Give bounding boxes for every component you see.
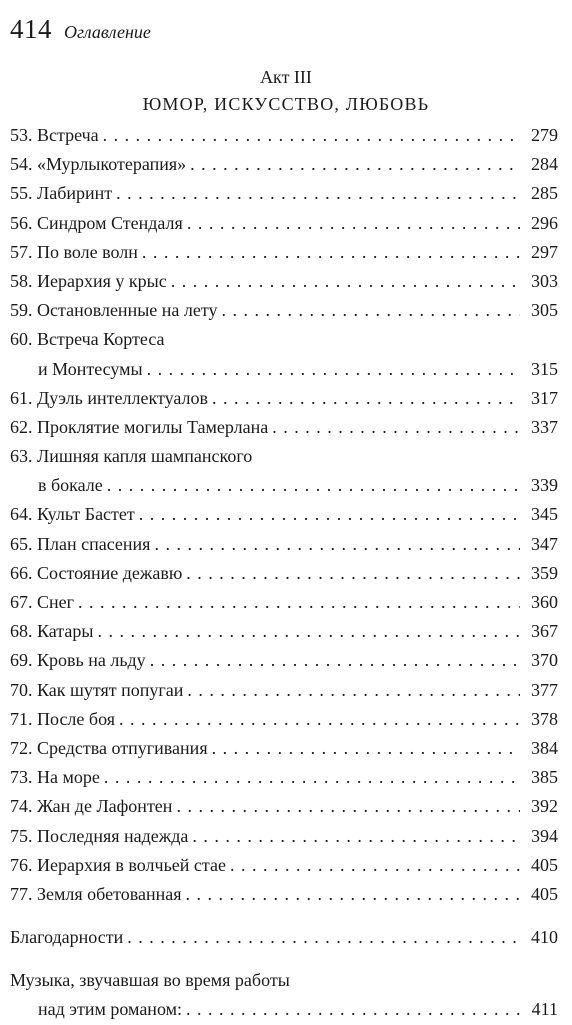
entry-page-number: 411 xyxy=(531,999,558,1020)
dot-leader xyxy=(212,384,520,413)
dot-leader xyxy=(150,646,520,675)
entry-page-number: 394 xyxy=(531,825,558,846)
entry-title: 69. Кровь на льду xyxy=(10,650,146,671)
toc-line xyxy=(10,500,558,529)
toc-entry xyxy=(10,617,558,646)
dot-leader xyxy=(116,179,520,208)
toc-line xyxy=(10,966,558,995)
toc-entry xyxy=(10,734,558,763)
toc-line xyxy=(10,267,558,296)
entry-page-number: 284 xyxy=(531,154,558,175)
toc-entry xyxy=(10,296,558,325)
entry-page-number: 339 xyxy=(531,475,558,496)
entry-page-number: 317 xyxy=(531,387,558,408)
entry-title: 63. Лишняя капля шампанского xyxy=(10,446,253,467)
entry-page-number: 337 xyxy=(531,416,558,437)
act-heading xyxy=(0,64,572,118)
entry-title: 74. Жан де Лафонтен xyxy=(10,796,173,817)
dot-leader xyxy=(147,355,520,384)
toc-line xyxy=(10,923,558,952)
entry-page-number: 345 xyxy=(531,504,558,525)
entry-page-number: 405 xyxy=(531,854,558,875)
entry-page-number: 367 xyxy=(531,621,558,642)
dot-leader xyxy=(119,705,520,734)
dot-leader xyxy=(104,763,520,792)
dot-leader xyxy=(212,734,520,763)
toc-entry xyxy=(10,500,558,529)
section-gap xyxy=(10,952,558,966)
entry-page-number: 315 xyxy=(531,358,558,379)
toc-entry xyxy=(10,763,558,792)
dot-leader xyxy=(127,923,520,952)
toc-line xyxy=(10,617,558,646)
entry-title: 60. Встреча Кортеса xyxy=(10,329,165,350)
entry-page-number: 370 xyxy=(531,650,558,671)
toc-line xyxy=(10,530,558,559)
toc-line xyxy=(10,763,558,792)
toc-line xyxy=(10,179,558,208)
entry-title: 54. «Мурлыкотерапия» xyxy=(10,154,187,175)
toc-entry xyxy=(10,588,558,617)
dot-leader xyxy=(186,995,520,1024)
toc-line xyxy=(10,676,558,705)
entry-title: 62. Проклятие могилы Тамерлана xyxy=(10,416,269,437)
entry-page-number: 360 xyxy=(531,592,558,612)
table-of-contents xyxy=(10,121,558,1025)
running-head: Оглавление xyxy=(64,22,151,42)
act-label: Акт III xyxy=(260,67,312,87)
dot-leader xyxy=(171,267,520,296)
entry-title: 70. Как шутят попугаи xyxy=(10,679,184,700)
toc-entry xyxy=(10,880,558,909)
entry-title: 76. Иерархия в волчьей стае xyxy=(10,854,226,875)
dot-leader xyxy=(187,209,520,238)
dot-leader xyxy=(222,296,520,325)
entry-title: 59. Остановленные на лету xyxy=(10,300,218,321)
toc-line xyxy=(10,296,558,325)
entry-title-continuation: и Монтесумы xyxy=(38,358,143,379)
entry-title: 65. План спасения xyxy=(10,533,151,554)
entry-title: 71. После боя xyxy=(10,708,116,729)
entry-title: 64. Культ Бастет xyxy=(10,504,135,525)
entry-page-number: 405 xyxy=(531,883,558,904)
toc-entry xyxy=(10,384,558,413)
entry-title: 56. Синдром Стендаля xyxy=(10,212,183,233)
dot-leader xyxy=(190,150,520,179)
entry-title: 66. Состояние дежавю xyxy=(10,562,183,583)
dot-leader xyxy=(97,617,520,646)
entry-page-number: 385 xyxy=(531,767,558,788)
toc-entry xyxy=(10,442,558,500)
dot-leader xyxy=(154,530,520,559)
toc-entry xyxy=(10,705,558,734)
toc-line xyxy=(10,384,558,413)
toc-entry xyxy=(10,851,558,880)
toc-line xyxy=(10,734,558,763)
entry-title: 58. Иерархия у крыс xyxy=(10,270,167,291)
dot-leader xyxy=(103,121,520,150)
entry-title: 68. Катары xyxy=(10,621,94,642)
toc-entry xyxy=(10,676,558,705)
entry-title: 75. Последняя надежда xyxy=(10,825,189,846)
toc-entry xyxy=(10,530,558,559)
toc-entry xyxy=(10,413,558,442)
toc-line xyxy=(10,238,558,267)
entry-page-number: 297 xyxy=(531,241,558,262)
entry-page-number: 378 xyxy=(531,708,558,729)
entry-title: 72. Средства отпугивания xyxy=(10,737,208,758)
entry-page-number: 303 xyxy=(531,270,558,291)
page-header xyxy=(10,14,151,48)
dot-leader xyxy=(192,822,520,851)
toc-line xyxy=(10,442,558,471)
toc-line xyxy=(10,822,558,851)
section-gap xyxy=(10,909,558,923)
entry-title: Музыка, звучавшая во время работы xyxy=(10,970,290,991)
entry-page-number: 305 xyxy=(531,300,558,321)
toc-entry xyxy=(10,325,558,383)
entry-page-number: 296 xyxy=(531,212,558,233)
toc-entry xyxy=(10,150,558,179)
entry-page-number: 384 xyxy=(531,737,558,758)
toc-line xyxy=(10,325,558,354)
toc-line xyxy=(10,150,558,179)
toc-line xyxy=(10,209,558,238)
dot-leader xyxy=(107,471,520,500)
toc-line xyxy=(10,413,558,442)
entry-title: 73. На море xyxy=(10,767,100,788)
entry-title: 57. По воле волн xyxy=(10,241,138,262)
toc-back-matter-entry xyxy=(10,923,558,952)
dot-leader xyxy=(272,413,520,442)
toc-line xyxy=(10,851,558,880)
toc-line xyxy=(10,559,558,588)
dot-leader xyxy=(176,792,520,821)
entry-page-number: 285 xyxy=(531,183,558,204)
toc-entry xyxy=(10,267,558,296)
entry-title: 67. Снег xyxy=(10,592,75,612)
toc-line xyxy=(10,588,558,617)
toc-line xyxy=(10,705,558,734)
toc-back-matter-entry xyxy=(10,966,558,1024)
toc-entry xyxy=(10,238,558,267)
toc-line xyxy=(10,121,558,150)
entry-page-number: 279 xyxy=(531,125,558,145)
dot-leader xyxy=(230,851,520,880)
toc-line-continuation xyxy=(10,995,558,1024)
toc-entry xyxy=(10,209,558,238)
entry-title-continuation: в бокале xyxy=(38,475,103,496)
toc-line-continuation xyxy=(10,471,558,500)
entry-title-continuation: над этим романом: xyxy=(38,999,182,1020)
toc-entry xyxy=(10,121,558,150)
toc-line xyxy=(10,646,558,675)
dot-leader xyxy=(78,588,520,617)
toc-entry xyxy=(10,792,558,821)
entry-title: 55. Лабиринт xyxy=(10,183,113,204)
entry-page-number: 359 xyxy=(531,562,558,583)
entry-title: Благодарности xyxy=(10,927,124,948)
dot-leader xyxy=(186,559,520,588)
dot-leader xyxy=(185,880,520,909)
toc-entry xyxy=(10,179,558,208)
entry-title: 53. Встреча xyxy=(10,125,99,145)
entry-title: 61. Дуэль интеллектуалов xyxy=(10,387,208,408)
entry-page-number: 392 xyxy=(531,796,558,817)
dot-leader xyxy=(139,500,520,529)
toc-entry xyxy=(10,559,558,588)
entry-page-number: 347 xyxy=(531,533,558,554)
toc-line xyxy=(10,880,558,909)
dot-leader xyxy=(187,676,520,705)
toc-line xyxy=(10,792,558,821)
page-number: 414 xyxy=(10,14,52,44)
entry-title: 77. Земля обетованная xyxy=(10,883,182,904)
dot-leader xyxy=(142,238,520,267)
entry-page-number: 377 xyxy=(531,679,558,700)
toc-entry xyxy=(10,646,558,675)
act-title: ЮМОР, ИСКУССТВО, ЛЮБОВЬ xyxy=(142,94,430,114)
entry-page-number: 410 xyxy=(531,927,558,948)
toc-line-continuation xyxy=(10,355,558,384)
toc-entry xyxy=(10,822,558,851)
